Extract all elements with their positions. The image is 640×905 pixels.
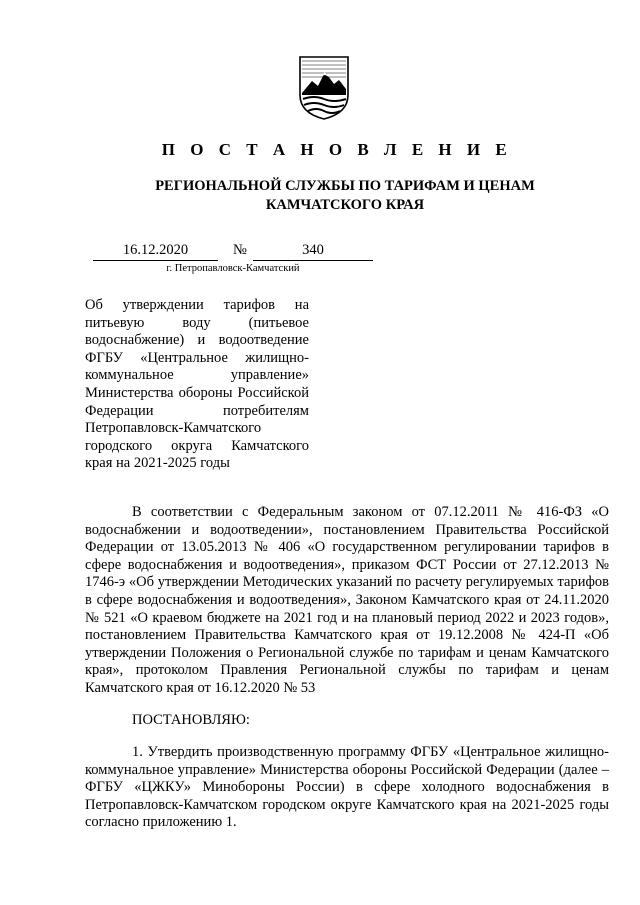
issuing-organization bbox=[120, 177, 570, 215]
document-city: г. Петропавловск-Камчатский bbox=[166, 263, 300, 274]
document-subject: Об утверждении тарифов на питьевую воду (питьевое водоснабжение) и водоотведение ФГБУ «Центральное жилищно-коммунальное управление» Министерства обороны Российской Федерации потребителям Петропавловск-Камчатского городского округа Камчатского края на 2021-2025 годы bbox=[85, 297, 309, 472]
org-line-2: КАМЧАТСКОГО КРАЯ bbox=[265, 197, 425, 213]
document-date: 16.12.2020 bbox=[93, 242, 218, 261]
item-1-paragraph: 1. Утвердить производственную программу ФГБУ «Центральное жилищно-коммунальное управление» Министерства обороны Российской Федерации (далее – ФГБУ «ЦЖКУ» Минобороны России) в сфере холодного водоснабжения в Петропавловск-Камчатском городском округе Камчатского края на 2021-2025 годы согласно приложению 1. bbox=[85, 744, 609, 831]
org-line-1: РЕГИОНАЛЬНОЙ СЛУЖБЫ ПО ТАРИФАМ И ЦЕНАМ bbox=[155, 178, 535, 194]
preamble-paragraph: В соответствии с Федеральным законом от 07.12.2011 № 416-ФЗ «О водоснабжении и водоотведении», постановлением Правительства Российской Федерации от 13.05.2013 № 406 «О государственном регулировании тарифов в сфере водоснабжения и водоотведения», приказом ФСТ России от 27.12.2013 № 1746-э «Об утверждении Методических указаний по расчету регулируемых тарифов в сфере водоснабжения и водоотведения», Законом Камчатского края от 24.11.2020 № 521 «О краевом бюджете на 2021 год и на плановый период 2022 и 2023 годов», постановлением Правительства Камчатского края от 19.12.2008 № 424-П «Об утверждении Положения о Региональной службе по тарифам и ценам Камчатского края», протоколом Правления Региональной службы по тарифам и ценам Камчатского края от 16.12.2020 № 53 bbox=[85, 504, 609, 696]
kamchatka-coat-of-arms-icon bbox=[298, 55, 350, 121]
date-number-line bbox=[93, 242, 373, 262]
resolve-heading: ПОСТАНОВЛЯЮ: bbox=[132, 712, 250, 728]
document-number: 340 bbox=[253, 242, 373, 261]
document-title: П О С Т А Н О В Л Е Н И Е bbox=[161, 140, 513, 159]
number-sign: № bbox=[233, 242, 247, 258]
